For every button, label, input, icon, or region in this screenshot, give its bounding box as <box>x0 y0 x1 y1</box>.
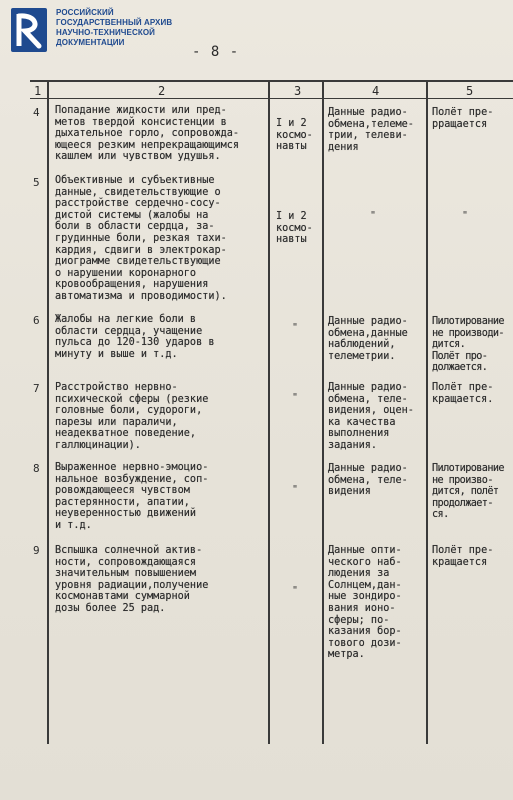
archive-line: ДОКУМЕНТАЦИИ <box>56 38 125 47</box>
table-top-border <box>30 80 513 82</box>
text-line: парезы или параличи, <box>55 416 178 428</box>
text-line: дится, полёт <box>432 486 499 498</box>
row-number: 4 <box>33 106 40 119</box>
text-line: казания бор- <box>328 626 402 638</box>
text-line: автоматизма и проводимости). <box>55 290 227 302</box>
ditto-mark: " <box>292 585 299 596</box>
text-line: и т.д. <box>55 519 92 531</box>
page-number: - 8 - <box>192 44 240 60</box>
text-line: дистой системы (жалобы на <box>55 209 209 221</box>
row-data-source <box>328 463 408 498</box>
column-header: 3 <box>294 84 302 98</box>
ditto-mark: " <box>462 210 469 221</box>
text-line: видения <box>328 486 371 498</box>
row-number: 6 <box>33 314 40 327</box>
text-line: кашлем или чувством удушья. <box>55 151 221 163</box>
text-line: I и 2 <box>276 118 307 129</box>
text-line: неуверенностью движений <box>55 508 197 520</box>
text-line: Полёт пре- <box>432 545 494 556</box>
text-line: космо- <box>276 222 313 234</box>
text-line: Пилотирование <box>432 316 504 327</box>
text-line: не производи- <box>432 327 504 339</box>
text-line: ющееся резким непрекращающимся <box>55 139 240 151</box>
row-decision <box>432 545 493 568</box>
text-line: дыхательное горло, сопровожда- <box>55 128 240 140</box>
text-line: галлюцинации). <box>55 439 141 451</box>
row-decision <box>432 382 493 405</box>
text-line: диограмме свидетельствующие <box>55 256 221 268</box>
text-line: Выраженное нервно-эмоцио- <box>55 462 209 473</box>
text-line: грудинные боли, резкая тахи- <box>55 232 227 244</box>
row-data-source <box>328 545 402 661</box>
text-line: Попадание жидкости или пред- <box>55 105 227 116</box>
text-line: должается. <box>432 362 488 374</box>
text-line: космонавтами суммарной <box>55 591 190 603</box>
archive-line: РОССИЙСКИЙ <box>56 8 114 17</box>
text-line: боли в области сердца, за- <box>55 221 215 233</box>
column-divider <box>47 80 49 744</box>
text-line: психической сферы (резкие <box>55 393 209 405</box>
text-line: Жалобы на легкие боли в <box>55 314 197 325</box>
column-divider <box>426 80 428 744</box>
text-line: Полёт про- <box>432 350 488 362</box>
column-header: 1 <box>34 84 42 98</box>
text-line: Данные опти- <box>328 545 402 556</box>
text-line: видения, оцен- <box>328 405 414 417</box>
row-decision <box>432 316 504 374</box>
row-number: 7 <box>33 382 40 395</box>
text-line: Полёт пре- <box>432 107 494 118</box>
text-line: космо- <box>276 129 313 141</box>
text-line: Данные радио- <box>328 382 408 393</box>
text-line: Расстройство нервно- <box>55 382 178 393</box>
text-line: кровообращения, нарушения <box>55 279 209 291</box>
text-line: ные зондиро- <box>328 591 402 603</box>
row-decision <box>432 463 504 521</box>
row-description <box>55 382 208 452</box>
row-number: 5 <box>33 176 40 189</box>
text-line: растерянности, апатии, <box>55 496 190 508</box>
text-line: выполнения <box>328 428 390 440</box>
text-line: пульса до 120-130 ударов в <box>55 337 215 349</box>
text-line: обмена, теле- <box>328 393 408 405</box>
text-line: ровождающееся чувством <box>55 485 190 497</box>
text-line: метра. <box>328 649 365 661</box>
archive-logo-icon <box>11 8 47 52</box>
column-header: 5 <box>466 84 474 98</box>
text-line: задания. <box>328 439 378 451</box>
text-line: ческого наб- <box>328 556 402 568</box>
text-line: Пилотирование <box>432 463 504 474</box>
text-line: не произво- <box>432 474 493 486</box>
archive-line: НАУЧНО-ТЕХНИЧЕСКОЙ <box>56 28 155 37</box>
text-line: головные боли, судороги, <box>55 405 203 417</box>
row-data-source <box>328 382 414 452</box>
text-line: вания ионо- <box>328 602 396 614</box>
ditto-mark: " <box>292 484 299 495</box>
text-line: неадекватное поведение, <box>55 428 197 440</box>
text-line: рращается <box>432 118 488 130</box>
text-line: кардия, сдвиги в электрокар- <box>55 244 227 256</box>
text-line: ся. <box>432 509 449 521</box>
row-decision <box>432 107 493 130</box>
text-line: Объективные и субъективные <box>55 175 215 186</box>
text-line: области сердца, учащение <box>55 325 203 337</box>
text-line: о нарушении коронарного <box>55 267 197 279</box>
row-crew <box>276 211 313 246</box>
text-line: обмена,данные <box>328 327 408 339</box>
text-line: обмена,телеме- <box>328 118 414 130</box>
row-crew <box>276 118 313 153</box>
text-line: Вспышка солнечной актив- <box>55 545 203 556</box>
row-description <box>55 175 227 303</box>
text-line: кращается <box>432 556 488 568</box>
text-line: продолжает- <box>432 497 493 509</box>
text-line: минуту и выше и т.д. <box>55 348 178 360</box>
column-header: 2 <box>158 84 166 98</box>
text-line: людения за <box>328 568 390 580</box>
row-description <box>55 462 208 532</box>
row-number: 8 <box>33 462 40 475</box>
header-bottom-border <box>30 98 513 99</box>
text-line: значительным повышением <box>55 568 197 580</box>
text-line: трии, телеви- <box>328 130 408 142</box>
row-description <box>55 545 208 615</box>
row-data-source <box>328 316 408 362</box>
text-line: ка качества <box>328 416 396 428</box>
text-line: дится. <box>432 339 466 351</box>
text-line: тового дози- <box>328 637 402 649</box>
text-line: телеметрии. <box>328 350 396 362</box>
text-line: кращается. <box>432 393 494 405</box>
text-line: метов твердой консистенции в <box>55 116 227 128</box>
text-line: дозы более 25 рад. <box>55 602 166 614</box>
text-line: навты <box>276 141 307 153</box>
text-line: навты <box>276 234 307 246</box>
text-line: сферы; по- <box>328 614 390 626</box>
row-number: 9 <box>33 544 40 557</box>
text-line: Полёт пре- <box>432 382 494 393</box>
archive-line: ГОСУДАРСТВЕННЫЙ АРХИВ <box>56 18 173 27</box>
column-header: 4 <box>372 84 380 98</box>
ditto-mark: " <box>292 322 299 333</box>
archive-name <box>56 8 186 48</box>
text-line: I и 2 <box>276 211 307 222</box>
text-line: расстройстве сердечно-сосу- <box>55 198 221 210</box>
text-line: данные, свидетельствующие о <box>55 186 221 198</box>
text-line: наблюдений, <box>328 339 396 351</box>
ditto-mark: " <box>292 392 299 403</box>
text-line: Данные радио- <box>328 316 408 327</box>
column-divider <box>322 80 324 744</box>
text-line: Данные радио- <box>328 463 408 474</box>
row-description <box>55 314 214 360</box>
row-description <box>55 105 239 163</box>
text-line: Солнцем,дан- <box>328 579 402 591</box>
text-line: ности, сопровождающаяся <box>55 556 197 568</box>
text-line: дения <box>328 141 359 153</box>
row-data-source <box>328 107 414 153</box>
column-divider <box>268 80 270 744</box>
text-line: уровня радиации,получение <box>55 579 209 591</box>
text-line: Данные радио- <box>328 107 408 118</box>
text-line: нальное возбуждение, соп- <box>55 473 209 485</box>
text-line: обмена, теле- <box>328 474 408 486</box>
ditto-mark: " <box>370 210 377 221</box>
